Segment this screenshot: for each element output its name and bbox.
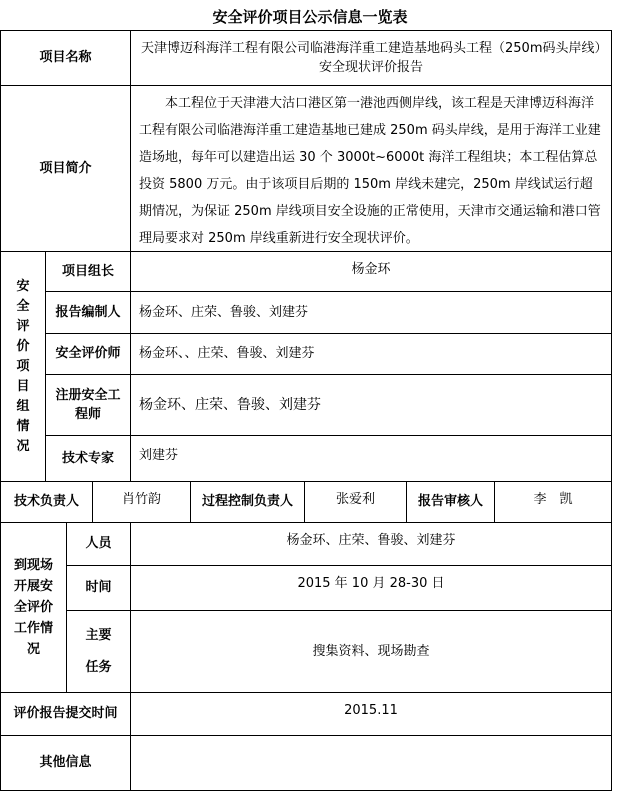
report-reviewer-value: 李 凯 — [494, 481, 612, 523]
other-info-value — [130, 735, 612, 791]
team-leader-label: 项目组长 — [45, 251, 131, 292]
project-name-label: 项目名称 — [0, 30, 131, 86]
safety-assessor-label: 安全评价师 — [45, 333, 131, 375]
process-control-label: 过程控制负责人 — [190, 481, 305, 523]
site-time-value: 2015 年 10 月 28-30 日 — [130, 565, 612, 611]
project-intro-value: 本工程位于天津港大沽口港区第一港池西侧岸线，该工程是天津博迈科海洋工程有限公司临港海洋重工建造基地已建成 250m 码头岸线，是用于海洋工业建造场地，每年可以建造出运 30 个 3000t~6000t 海洋工程组块；本工程估算总投资 5800 万元。由于该项目后期的 150m 岸线未建完，250m 岸线试运行超期情况，为保证 250m 岸线项目安全设施的正常使用，天津市交通运输和港口管理局要求对 250m 岸线重新进行安全现状评价。 — [130, 85, 612, 252]
tech-expert-label: 技术专家 — [45, 435, 131, 482]
site-group-label: 到现场开展安全评价工作情况 — [0, 522, 67, 693]
registered-engineer-value: 杨金环、庄荣、鲁骏、刘建芬 — [130, 374, 612, 436]
safety-assessor-value: 杨金环、、庄荣、鲁骏、刘建芬 — [130, 333, 612, 375]
report-author-value: 杨金环、庄荣、鲁骏、刘建芬 — [130, 291, 612, 334]
site-time-label: 时间 — [66, 565, 131, 611]
tech-expert-value: 刘建芬 — [130, 435, 612, 482]
project-intro-label: 项目简介 — [0, 85, 131, 252]
tech-lead-value: 肖竹韵 — [92, 481, 191, 523]
site-staff-value: 杨金环、庄荣、鲁骏、刘建芬 — [130, 522, 612, 566]
submit-time-value: 2015.11 — [130, 692, 612, 736]
report-author-label: 报告编制人 — [45, 291, 131, 334]
site-task-label: 主要任务 — [66, 610, 131, 693]
site-task-value: 搜集资料、现场勘查 — [130, 610, 612, 693]
page-title: 安全评价项目公示信息一览表 — [212, 8, 408, 26]
report-reviewer-label: 报告审核人 — [406, 481, 495, 523]
process-control-value: 张爱利 — [304, 481, 407, 523]
other-info-label: 其他信息 — [0, 735, 131, 791]
team-group-label: 安全评价项目组情况 — [0, 251, 46, 482]
project-name-value: 天津博迈科海洋工程有限公司临港海洋重工建造基地码头工程（250m码头岸线）安全现状评价报告 — [130, 30, 612, 86]
team-leader-value: 杨金环 — [130, 251, 612, 292]
submit-time-label: 评价报告提交时间 — [0, 692, 131, 736]
registered-engineer-label: 注册安全工程师 — [45, 374, 131, 436]
tech-lead-label: 技术负责人 — [0, 481, 93, 523]
site-staff-label: 人员 — [66, 522, 131, 566]
